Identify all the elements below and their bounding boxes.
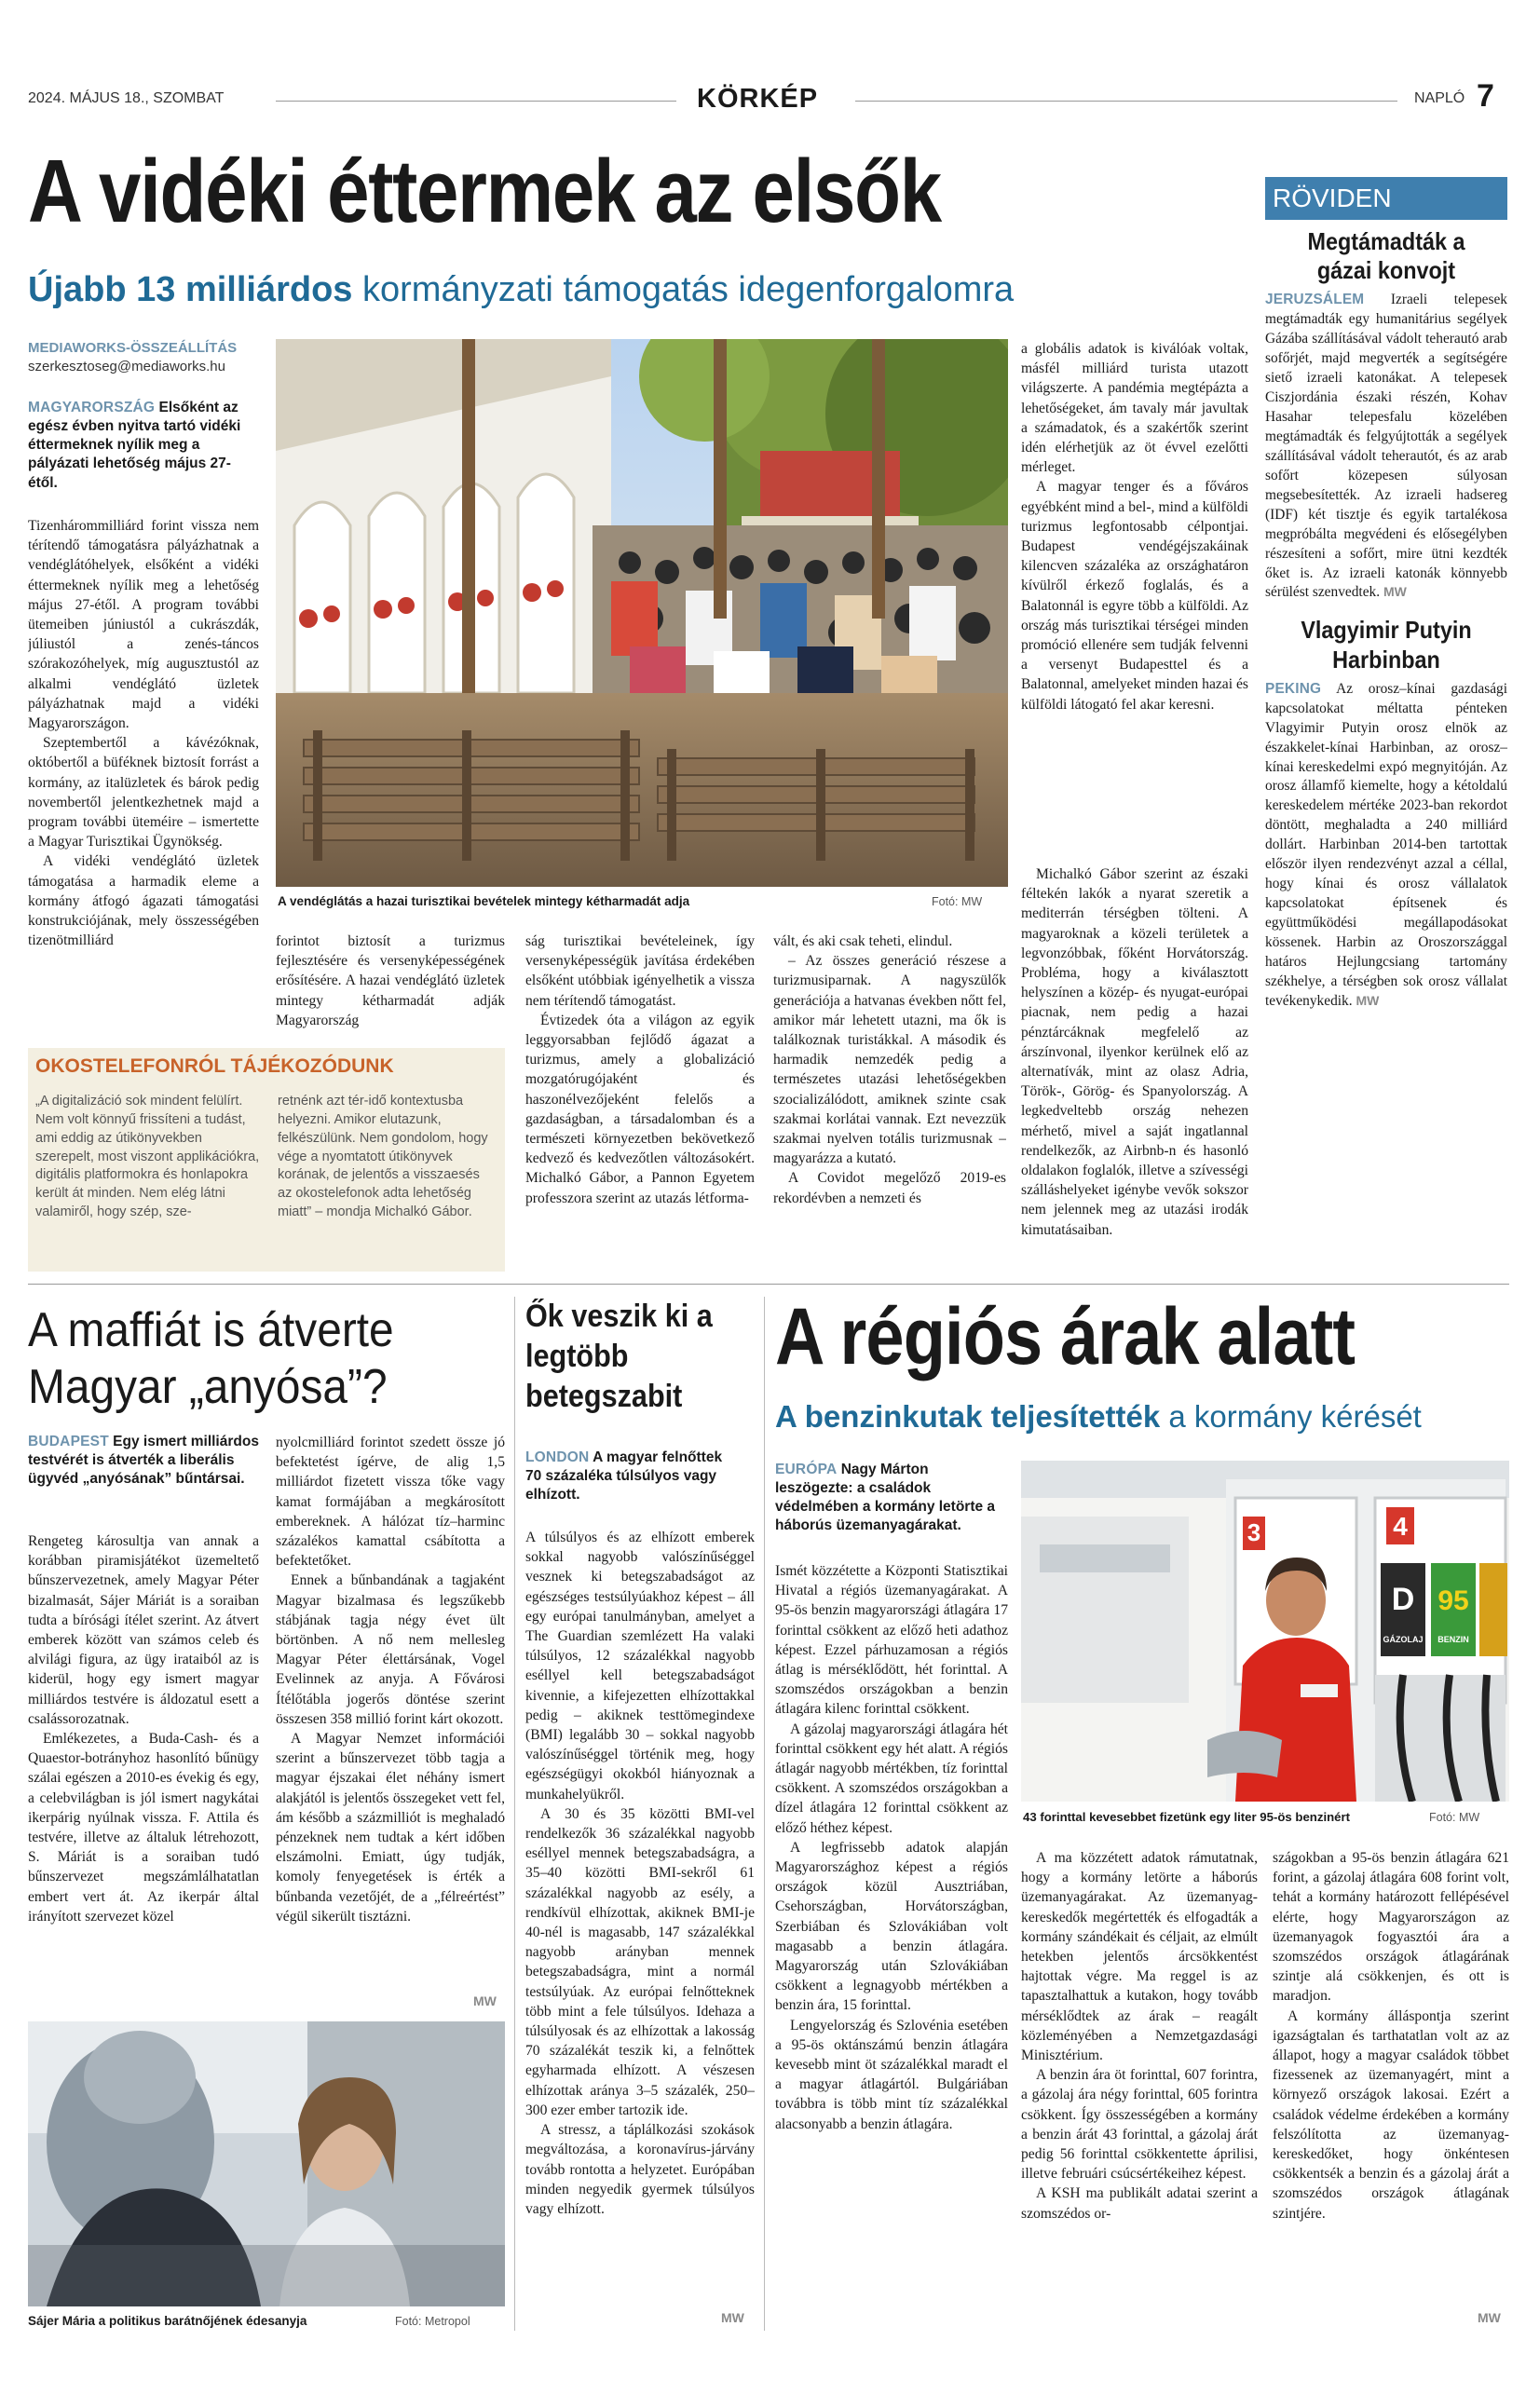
paragraph: Lengyelország és Szlovénia esetében a 95-ös oktánszámú benzin átlagára kevesebb mint öt százalékkal maradt el a magyar átlagártól. Bulgáriában továbbra is több mint tíz százalékkal alacsonyabb a benzin átlagára. xyxy=(775,2017,1008,2132)
arak-photo-credit: Fotó: MW xyxy=(1429,1811,1480,1824)
arak-photo-caption: 43 forinttal kevesebbet fizetünk egy liter 95-ös benzinért xyxy=(1023,1810,1351,1824)
lead-text: Nagy Márton leszögezte: a családok védelmében a kormány letörte a háborús üzemanyagárakat. xyxy=(775,1462,996,1534)
byline-email: szerkesztoseg@mediaworks.hu xyxy=(28,359,225,374)
main-photo xyxy=(276,339,1008,887)
lead-location: BUDAPEST xyxy=(28,1434,109,1449)
pump-number-4: 4 xyxy=(1393,1512,1408,1541)
briefs-header: RÖVIDEN xyxy=(1265,177,1507,220)
brief-location: JERUZSÁLEM xyxy=(1265,292,1365,308)
pump-label-benzin: BENZIN xyxy=(1437,1635,1469,1644)
brief-text xyxy=(1265,291,1507,603)
main-photo-credit: Fotó: MW xyxy=(932,895,983,908)
brief-text xyxy=(1265,680,1507,1012)
subheadline-rest: a kormány kérését xyxy=(1160,1399,1422,1434)
paragraph: Ismét közzétette a Központi Statisztikai Hivatal a régiós üzemanyagárakat. A 95-ös benzin magyarországi átlagára 17 forinttal csökkent az előző heti adathoz képest. Ezzel párhuzamosan a régiós átlag is mérséklődött, hét forinttal. A szomszédos országokban a benzin átlagára kilenc forinttal csökkent. xyxy=(775,1563,1008,1718)
header-rule-right xyxy=(855,101,1397,102)
paragraph: Évtizedek óta a világon az egyik leggyorsabban fejlődő ágazat a turizmus, amely a globalizáció mozgatórugójaként és haszonélvezőjeként felelős a gazdaságban, a társadalomban és a természeti környezetben bekövetkező kedvező és kedvezőtlen változásokért. Michalkó Gábor, a Pannon Egyetem professzora szerint az utazás létforma- xyxy=(525,1012,755,1206)
maffia-col1 xyxy=(28,1531,259,2016)
page-date: 2024. MÁJUS 18., SZOMBAT xyxy=(28,90,225,106)
brief-title: Megtámadták a gázai konvojt xyxy=(1307,227,1465,285)
brief-title: Vlagyimir Putyin Harbinban xyxy=(1301,616,1472,673)
main-photo-caption: A vendéglátás a hazai turisztikai bevételek mintegy kétharmadát adja xyxy=(278,894,690,908)
section-divider xyxy=(28,1284,1509,1285)
paragraph: A vidéki vendéglátó üzletek támogatása a harmadik eleme a kormány átfogó ágazati támogatási konstrukciójának, mely összességében tizenötmilliárd xyxy=(28,853,259,949)
paragraph: A Covidot megelőző 2019-es rekordévben a nemzeti és xyxy=(773,1170,1006,1206)
paragraph: Emlékezetes, a Buda-Cash- és a Quaestor-botrányhoz hasonlító bűnügy szálai egészen a 2010-es évekig és egy, a celebvilágban is jól ismert nagykátai ikerpárig nyúlnak vissza. F. Attila és testvére, illetve az általuk létrehozott, S. Máriát is a soraiban tudó bűnszervezet megszámlálhatatlan embert vert át. Az ikerpár által irányított szervezet közel xyxy=(28,1731,259,1925)
main-col4 xyxy=(773,932,1006,1267)
brief-body: Az orosz–kínai gazdasági kapcsolatokat méltatta pénteken Vlagyimir Putyin orosz elnök az északkelet-kínai Harbinban, az orosz–kínai kereskedelmi expó megnyitóján. Az orosz államfő kiemelte, hogy a kétoldalú kereskedelem mértéke 2023-ban rekordot döntött, meghaladta a 240 milliárd dollárt. Harbinban 2014-ben tartottak először ilyen rendezvényt azzal a céllal, hogy kínai és orosz vállalatok kapcsolatokat építsenek és együttműködési megállapodásokat kössenek. Harbin az Oroszországgal határos Hejlungcsiang tartomány székhelye, a térségben sok orosz vállalat tevékenykedik. xyxy=(1265,680,1508,1009)
paragraph: – Az összes generáció részese a turizmusiparnak. A nagyszülők generációja a hatvanas években nőtt fel, amikor már lehetett utazni, ma ők is találkoznak turistákkal. A második és harmadik nemzedék pedig a természetes utazási lehetőségekben szocializálódott, amiknek szinte csak szakmai korlátai vannak. Ezt nevezzük szakmai nyelven totális turizmusnak – magyarázza a kutató. xyxy=(773,953,1006,1167)
paragraph: Rengeteg károsultja van annak a korábban piramisjátékot üzemeltető bűnszervezetnek, amely Magyar Péter bizalmasát, Sájer Máriát is a soraiban tudta a bírósági ítélet szerint. Az átvert emberek között van számos celeb és alvilági figura, az ügy irataiból az is kiderül, hogy egy ismert magyar milliárdos testvére is áldozatul esett a csalássorozatnak. xyxy=(28,1533,259,1727)
sidebox-col2: retnénk azt tér-idő kontextusba helyezni. Amikor elutazunk, felkészülünk. Nem gondolom, hogy vége a nyomtatott útikönyvek korának, de jelentős a visszaesés az okostelefonok adta lehetőség miatt” – mondja Michalkó Gábor. xyxy=(278,1094,488,1220)
main-subheadline xyxy=(28,272,1014,307)
pump-number-3: 3 xyxy=(1247,1518,1261,1546)
paragraph: A magyar tenger és a főváros egyébként mind a bel-, mind a külföldi turizmus legfontosabb célpontjai. Budapest vendégéjszakáinak kilencven százaléka az országhatáron kívülről érkező foglalás, és a Balatonnál is egyre több a külföldi. Az ország más turisztikai térségei minden promóció ellenére sem tudják felvenni a versenyt Budapesttel és a Balatonnal, amelyeket minden hazai és külföldi látogató fel akar keresni. xyxy=(1021,479,1248,713)
main-col6 xyxy=(1021,864,1248,1271)
paragraph: a globális adatok is kiválóak voltak, másfél milliárd turista utazott világszerte. A pandémia megtépázta a lehetőségeket, ám tavaly már javultak a számadatok, és a szakértők szerint idén elérhetjük az öt évvel ezelőtti mérleget. xyxy=(1021,341,1248,476)
sidebox xyxy=(28,1048,505,1272)
maffia-photo-caption: Sájer Mária a politikus barátnőjének édesanyja xyxy=(28,2314,307,2328)
header-rule-left xyxy=(276,101,676,102)
arak-subheadline xyxy=(775,1401,1422,1432)
paragraph: szágokban a 95-ös benzin átlagára 621 forint, a gázolaj átlagára 608 forint volt, tehát a kormány határozott fellépésével elérte, hogy Magyarországon az üzemanyagok fogyasztói ára a szomszédos országok átlagárának szintje alá csökkenjen, és ott is maradjon. xyxy=(1273,1850,1509,2005)
paragraph: Szeptembertől a kávézóknak, októbertől a büféknek biztosít forrást a kormány, az italüzletek és bárok pedig novembertől jelentkezhetnek majd a program további üteméire – ismertette a Magyar Turisztikai Ügynökség. xyxy=(28,735,259,850)
paper-name: NAPLÓ xyxy=(1414,90,1465,106)
maffia-photo xyxy=(28,2021,505,2306)
paragraph: A gázolaj magyarországi átlagára hét forinttal csökkent egy hét alatt. A régiós átlagár nagyobb mértékben, tíz forinttal csökkent. A szomszédos országokban a dízel átlagára 12 forinttal csökkent az előző héthez képest. xyxy=(775,1721,1008,1836)
subheadline-rest: kormányzati támogatás idegenforgalomra xyxy=(352,270,1015,309)
vertical-divider xyxy=(764,1297,765,2331)
main-headline: A vidéki éttermek az elsők xyxy=(28,142,941,241)
paragraph: A kormány álláspontja szerint igazságtalan és tarthatatlan volt az az állapot, hogy a magyar családok többet fizessenek az üzemanyagért, mint a környező országok lakosai. Ezért a családok védelme érdekében a kormány felszólította az üzemanyag-kereskedőket, hogy önkéntesen csökkentsék a benzin és a gázolaj árát a szomszédos országok átlagának szintjére. xyxy=(1273,2007,1509,2222)
main-col2 xyxy=(276,932,505,1034)
maffia-col2 xyxy=(276,1433,505,2010)
maffia-photo-credit: Fotó: Metropol xyxy=(395,2315,470,2328)
brief-signature: MW xyxy=(1356,992,1380,1008)
main-col5 xyxy=(1021,339,1248,861)
subheadline-bold: A benzinkutak teljesítették xyxy=(775,1399,1161,1434)
maffia-headline: A maffiát is átverte Magyar „anyósa”? xyxy=(28,1303,394,1415)
paragraph: ság turisztikai bevételeinek, így versenyképességük javítása érdekében elsőként utóbbiak igényelhetik a vissza nem térítendő támogatást. xyxy=(525,933,755,1009)
betegszabi-body xyxy=(525,1528,755,2310)
main-col1 xyxy=(28,516,259,1038)
maffia-lead xyxy=(28,1433,259,1489)
main-col3 xyxy=(525,932,755,1267)
page-number: 7 xyxy=(1477,78,1494,114)
paragraph: A túlsúlyos és az elhízott emberek sokkal nagyobb valószínűséggel vesznek ki betegszabadságot az egészséges testsúlyúakhoz képest – áll egy európai tanulmányban, amelyet a The Guardian szemlézett Ha valaki túlsúlyos, 12 százalékkal nagyobb eséllyel kell betegszabadságot kivennie, a kifejezetten elhízottakkal pedig – akiknek testtömegindexe (BMI) legalább 30 – sokkal nagyobb valószínűséggel történik meg, hogy egészségügyi okokból hiányoznak a munkahelyükről. xyxy=(525,1530,755,1803)
brief-signature: MW xyxy=(1383,584,1407,600)
vertical-divider xyxy=(514,1297,515,2331)
subheadline-bold: Újabb 13 milliárdos xyxy=(28,270,353,309)
paragraph: A legfrissebb adatok alapján Magyarországhoz képest a régiós országok közül Ausztriában, Csehországban, Horvátországban, Szerbiában és Szlovákiában volt magasabb a benzin átlagára. Magyarország után Szlovákiában csökkent a legnagyobb mértékben a benzin ára, 15 forinttal. xyxy=(775,1839,1008,2014)
paragraph: Ennek a bűnbandának a tagjaként Magyar bizalmasa és legszűkebb stábjának tagja négy évet ült börtönben. A nő nem mellesleg Magyar Péter élettársának, Vogel Evelinnek az anyja. A Fővárosi Ítélőtábla jogerős döntése szerint összesen 358 millió forint kárt okozott. xyxy=(276,1572,505,1727)
main-lead xyxy=(28,399,259,493)
betegszabi-lead xyxy=(525,1449,742,1504)
paragraph: A ma közzétett adatok rámutatnak, hogy a kormány letörte a háborús üzemanyagárakat. Az üzemanyag-kereskedők megértették és elfogadták a kormány szándékait és céljait, az elmúlt hetekben jelentős árcsökkentést hajtottak végre. Ma reggel is az tapasztalhattuk a kutakon, hogy tovább mérséklődtek az árak – reagált közleményében a Nemzetgazdasági Minisztérium. xyxy=(1021,1850,1258,2064)
paragraph: Michalkó Gábor szerint az északi féltekén lakók a nyarat szeretik a mediterrán térségben tölteni. A magyaroknak a közeli területek a legvonzóbbak, főként Horvátország. Probléma, hogy a kiválasztott helyszínen a közép- és nyugat-európai piacnak, nem pedig a hazai pénztárcáknak megfelelő az árszínvonal, ilyenkor kerülnek elő az alternatívák, mint az olasz Adria, Török-, Görög- és Spanyolország. A legkedveltebb ország nehezen mérhető, mivel a saját ingatlannal rendelkezők, az Airbnb-n és hasonló oldalakon foglalók, illetve a szívességi szálláshelyeket igénybe vevők sokszor nem jelennek meg az utazási irodák kimutatásaiban. xyxy=(1021,866,1248,1238)
arak-col3 xyxy=(1273,1848,1509,2314)
lead-location: EURÓPA xyxy=(775,1462,838,1477)
section-title: KÖRKÉP xyxy=(697,84,819,114)
arak-col2 xyxy=(1021,1848,1258,2314)
paragraph: Tizenhárommilliárd forint vissza nem térítendő támogatásra pályázhatnak a vendéglátóhelyek, elsőként a vidéki éttermeknek nyílik meg a lehetőség május 27-étől. A program további ütemeiben júniustól a cukrászdák, júliustól a zenés-táncos szórakozóhelyek, míg augusztustól az alkalmi vendéglátó üzletek pályázhatnak majd a vidéki Magyarországon. xyxy=(28,518,259,732)
maffia-signature: MW xyxy=(473,1993,497,2008)
paragraph: forintot biztosít a turizmus fejlesztésére és versenyképességének erősítésére. A hazai vendéglátó üzletek mintegy kétharmadát adják Magyarország xyxy=(276,933,505,1028)
arak-signature: MW xyxy=(1478,2310,1501,2325)
lead-text: Elsőként az egész évben nyitva tartó vidéki éttermeknek nyílik meg a pályázati lehetőség május 27-étől. xyxy=(28,400,241,491)
paragraph: A 30 és 35 közötti BMI-vel rendelkezők 36 százalékkal nagyobb eséllyel mennek betegszabadságra, a 35–40 közötti BMI-sekről 61 százalékkal nagyobb az esély, a rendkívül elhízottak, akiknek BMI-je 40-nél is magasabb, 147 százalékkal nagyobb arányban mennek betegszabadságra, mint a normál testsúlyúak. Az európai felnőtteknek több mint a fele túlsúlyos. Idehaza a túlsúlyosak és az elhízottak a lakosság 70 százalékát teszik ki, a felnőttek egyharmada elhízott. A vészesen elhízottak aránya 3–5 százalék, 250–300 ezer ember tartozik ide. xyxy=(525,1805,755,2118)
briefs-column xyxy=(1265,177,1507,1276)
paragraph: A KSH ma publikált adatai szerint a szomszédos or- xyxy=(1021,2185,1258,2222)
betegszabi-headline: Ők veszik ki a legtöbb betegszabit xyxy=(525,1299,713,1415)
paragraph: A stressz, a táplálkozási szokások megváltozása, a koronavírus-járvány tovább rontotta a helyzetet. Európában minden negyedik gyermek túlsúlyos vagy elhízott. xyxy=(525,2122,755,2217)
paragraph: A Magyar Nemzet információi szerint a bűnszervezet több tagja a magyar éjszakai élet néhány ismert alakjától is jelentős összegeket vett fel, ám később a százmilliót is meghaladó pénzeknek nem tudtak a kért időben elszámolni. Emiatt, úgy tudják, komoly fenyegetések is érték a bűnbanda vezetőjét, de a „félreértést” végül sikerült tisztázni. xyxy=(276,1731,505,1925)
pump-label-d: D xyxy=(1391,1582,1415,1617)
arak-col1 xyxy=(775,1561,1008,2316)
lead-text: A magyar felnőttek 70 százaléka túlsúlyos vagy elhízott. xyxy=(525,1449,723,1503)
sidebox-title: OKOSTELEFONRÓL TÁJÉKOZÓDUNK xyxy=(35,1055,394,1077)
brief-location: PEKING xyxy=(1265,680,1322,697)
lead-location: MAGYARORSZÁG xyxy=(28,400,156,415)
brief-body: Izraeli telepesek megtámadták egy humanitárius segélyek Gázába szállításával vádolt teherautó arab sofőrjét, majd megverték a segítségére siető izraeli katonákat. A telepesek Ciszjordánia északi részén, Kohav Hasahar telepesfalu közelében megtámadták és felgyújtották a segélyek szállításával vádolt teherautót, és az arab sofőrt közepesen súlyosan megsebesítették. Az izraeli hadsereg (IDF) két tisztje és egyik tartalékosa megpróbálta megvédeni és elősegélyben részesíteni a sofőrt, mire ütni kezdték őket is. Az izraeli katonák könnyebb sérülést szenvedtek. xyxy=(1265,292,1507,601)
paragraph: A benzin ára öt forinttal, 607 forintra, a gázolaj ára négy forinttal, 605 forintra csökkent. Így összességében a kormány a benzin árát 43 forinttal, a gázolaj árát pedig 56 forinttal csökkentette áprilisi, illetve februári csúcsértékeihez képest. xyxy=(1021,2067,1258,2183)
arak-photo xyxy=(1021,1461,1509,1802)
lead-location: LONDON xyxy=(525,1449,590,1465)
betegszabi-signature: MW xyxy=(721,2310,744,2325)
pump-label-95: 95 xyxy=(1437,1585,1469,1616)
arak-headline: A régiós árak alatt xyxy=(775,1292,1356,1381)
pump-label-gazolaj: GÁZOLAJ xyxy=(1383,1635,1424,1644)
paragraph: nyolcmilliárd forintot szedett össze jó befektetést ígérve, de alig 1,5 milliárdot fizetett vissza tőke vagy kamat formájában a megkárosított embereknek. A hálózat tíz–harminc százalékos kamattal csábította a befektetőket. xyxy=(276,1435,505,1570)
byline: MEDIAWORKS-ÖSSZEÁLLÍTÁS xyxy=(28,340,238,356)
sidebox-col1: „A digitalizáció sok mindent felülírt. Nem volt könnyű frissíteni a tudást, ami eddig az útikönyvekben szerepelt, most viszont applikációkra, digitális platformokra és honlapokra került át minden. Nem elég látni valamiről, hogy szép, sze- xyxy=(35,1094,260,1220)
paragraph: vált, és aki csak teheti, elindul. xyxy=(773,933,953,949)
arak-lead xyxy=(775,1461,1006,1536)
lead-text: Egy ismert milliárdos testvérét is átverték a liberális ügyvéd „anyósának” bűntársai. xyxy=(28,1434,259,1488)
